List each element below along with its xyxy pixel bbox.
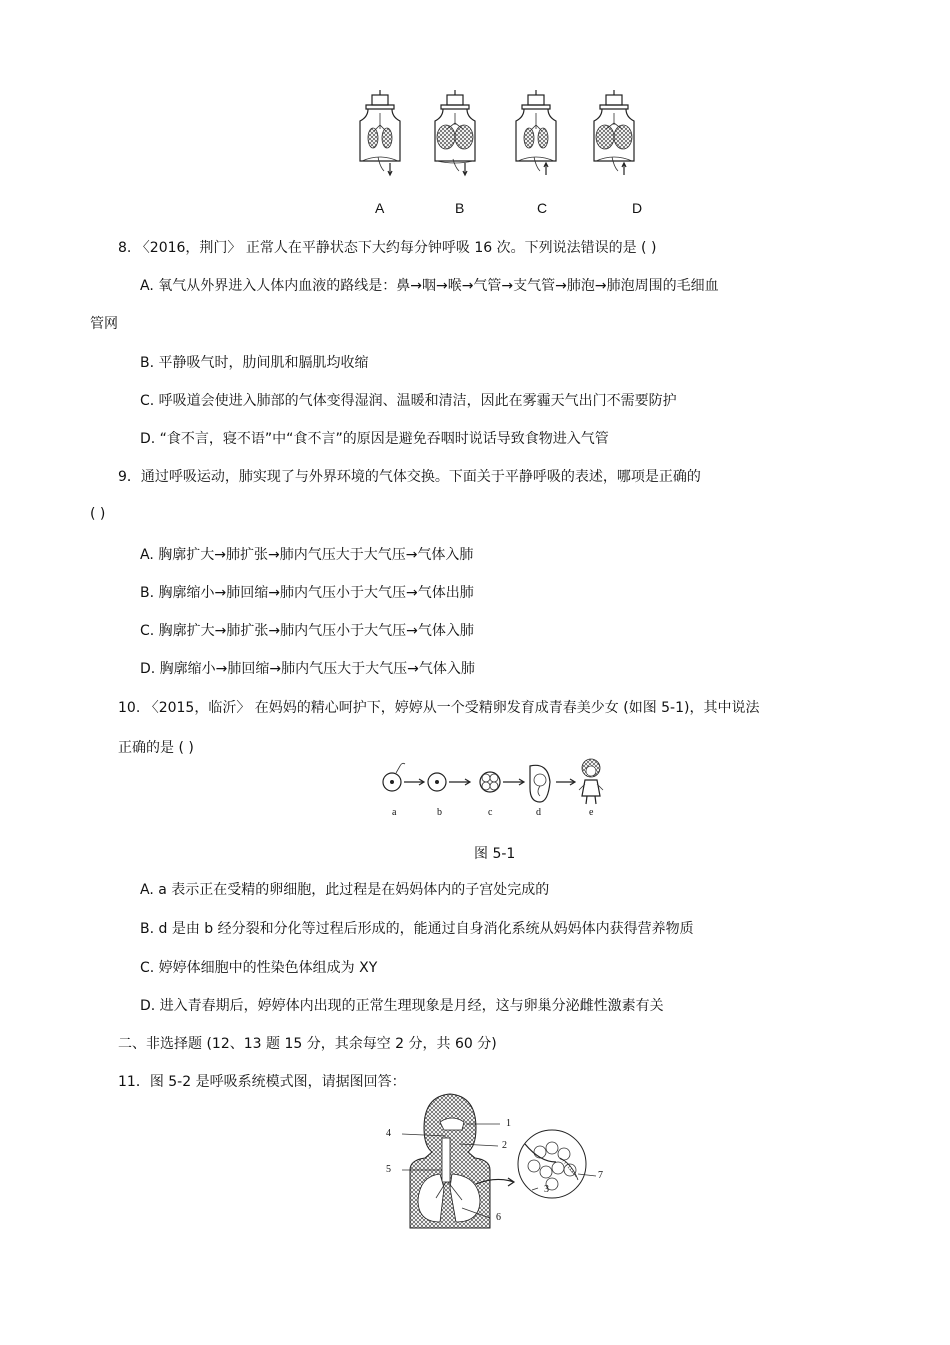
question-8-option-a: A. 氧气从外界进入人体内血液的路线是：鼻→咽→喉→气管→支气管→肺泡→肺泡周围的毛细血 (140, 278, 719, 294)
stage-a-fertilized-egg (383, 763, 405, 791)
stage-b-zygote (428, 773, 446, 791)
question-9-stem: 9．通过呼吸运动，肺实现了与外界环境的气体交换。下面关于平静呼吸的表述，哪项是正确的 (118, 469, 701, 485)
bell-jar-label-c: C (537, 200, 548, 216)
question-10-option-a: A. a 表示正在受精的卵细胞，此过程是在妈妈体内的子宫处完成的 (140, 882, 550, 898)
question-10-stem: 10. 〈2015，临沂〉 在妈妈的精心呵护下，婷婷从一个受精卵发育成青春美少女 (如图 5-1)，其中说法 (118, 700, 760, 716)
stage-label-c: c (488, 807, 493, 818)
respiratory-label-4: 4 (386, 1128, 391, 1139)
respiratory-label-2: 2 (502, 1140, 507, 1151)
stage-label-b: b (437, 807, 442, 818)
question-8-option-a-cont: 管网 (90, 316, 118, 332)
respiratory-label-7: 7 (598, 1170, 603, 1181)
question-9-stem-paren: ( ) (90, 506, 106, 522)
question-9-option-b: B. 胸廓缩小→肺回缩→肺内气压小于大气压→气体出肺 (140, 585, 474, 601)
stage-e-girl (579, 759, 603, 804)
question-10-option-d: D. 进入青春期后，婷婷体内出现的正常生理现象是月经，这与卵巢分泌雌性激素有关 (140, 998, 664, 1014)
question-9-option-a: A. 胸廓扩大→肺扩张→肺内气压大于大气压→气体入肺 (140, 547, 474, 563)
bell-jar-label-a: A (375, 200, 385, 216)
question-10-option-c: C. 婷婷体细胞中的性染色体组成为 XY (140, 960, 378, 976)
stage-label-d: d (536, 807, 541, 818)
question-11-stem: 11．图 5-2 是呼吸系统模式图，请据图回答： (118, 1074, 406, 1090)
question-9-option-c: C. 胸廓扩大→肺扩张→肺内气压小于大气压→气体入肺 (140, 623, 474, 639)
question-10-stem-cont: 正确的是 ( ) (118, 740, 194, 756)
figure-5-1-caption: 图 5-1 (474, 846, 516, 862)
stage-d-fetus (530, 765, 550, 802)
respiratory-label-5: 5 (386, 1164, 391, 1175)
bell-jar-label-b: B (455, 200, 465, 216)
bell-jar-d (594, 90, 634, 175)
bell-jar-a (360, 90, 400, 175)
bell-jar-c (516, 90, 556, 175)
question-8-option-d: D. “食不言，寝不语”中“食不言”的原因是避免吞咽时说话导致食物进入气管 (140, 431, 609, 447)
question-10-option-b: B. d 是由 b 经分裂和分化等过程后形成的，能通过自身消化系统从妈妈体内获得营养物质 (140, 921, 694, 937)
respiratory-label-3: 3 (544, 1184, 549, 1195)
stage-label-e: e (589, 807, 594, 818)
stage-c-cell-division (480, 772, 500, 792)
question-8-stem: 8. 〈2016，荆门〉 正常人在平静状态下大约每分钟呼吸 16 次。下列说法错误的是 ( ) (118, 240, 657, 256)
respiratory-label-6: 6 (496, 1212, 501, 1223)
respiratory-label-1: 1 (506, 1118, 511, 1129)
stage-label-a: a (392, 807, 397, 818)
question-8-option-c: C. 呼吸道会使进入肺部的气体变得湿润、温暖和清洁，因此在雾霾天气出门不需要防护 (140, 393, 677, 409)
bell-jar-b (435, 90, 475, 175)
question-9-option-d: D. 胸廓缩小→肺回缩→肺内气压大于大气压→气体入肺 (140, 661, 475, 677)
question-8-option-b: B. 平静吸气时，肋间肌和膈肌均收缩 (140, 355, 369, 371)
section-2-heading: 二、非选择题 (12、13 题 15 分，其余每空 2 分，共 60 分) (118, 1036, 497, 1052)
bell-jar-label-d: D (632, 200, 643, 216)
